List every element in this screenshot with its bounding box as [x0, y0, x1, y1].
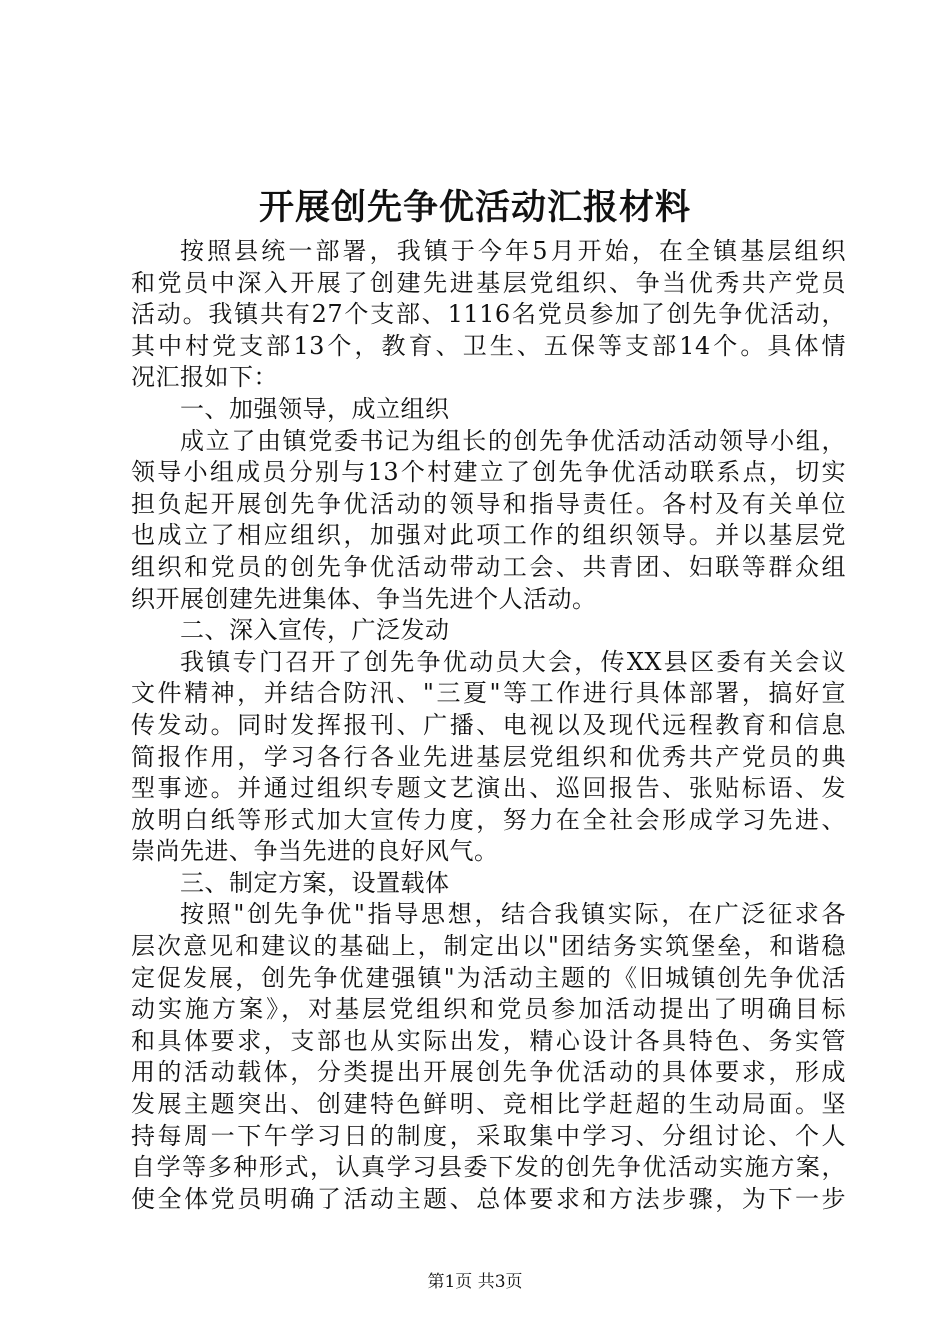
paragraph-line: 按照"创先争优"指导思想，结合我镇实际，在广泛征求各 [180, 900, 846, 929]
page-number-footer: 第1页 共3页 [427, 1272, 523, 1292]
paragraph-line: 织开展创建先进集体、争当先进个人活动。 [131, 584, 597, 613]
document-body [131, 236, 846, 1215]
paragraph-line: 放明白纸等形式加大宣传力度，努力在全社会形成学习先进、 [131, 805, 846, 834]
paragraph-line: 担负起开展创先争优活动的领导和指导责任。各村及有关单位 [131, 489, 846, 518]
paragraph-line: 传发动。同时发挥报刊、广播、电视以及现代远程教育和信息 [131, 710, 846, 739]
section-heading: 三、制定方案，设置载体 [180, 868, 450, 897]
paragraph-line: 使全体党员明确了活动主题、总体要求和方法步骤，为下一步 [131, 1184, 846, 1213]
paragraph-line: 动实施方案》，对基层党组织和党员参加活动提出了明确目标 [131, 995, 846, 1024]
paragraph-line: 也成立了相应组织，加强对此项工作的组织领导。并以基层党 [131, 521, 846, 550]
paragraph-line: 定促发展，创先争优建强镇"为活动主题的《旧城镇创先争优活 [131, 963, 846, 992]
paragraph-line: 文件精神，并结合防汛、"三夏"等工作进行具体部署，搞好宣 [131, 679, 846, 708]
paragraph-line: 崇尚先进、争当先进的良好风气。 [131, 837, 499, 866]
section-heading: 二、深入宣传，广泛发动 [180, 616, 450, 645]
paragraph-line: 层次意见和建议的基础上，制定出以"团结务实筑堡垒，和谐稳 [131, 932, 846, 961]
paragraph-line: 和党员中深入开展了创建先进基层党组织、争当优秀共产党员 [131, 268, 846, 297]
section-heading: 一、加强领导，成立组织 [180, 394, 450, 423]
paragraph-line: 简报作用，学习各行各业先进基层党组织和优秀共产党员的典 [131, 742, 846, 771]
paragraph-line: 成立了由镇党委书记为组长的创先争优活动活动领导小组， [180, 426, 846, 455]
paragraph-line: 按照县统一部署，我镇于今年5月开始，在全镇基层组织 [180, 237, 846, 265]
paragraph-line: 况汇报如下： [131, 363, 278, 392]
paragraph-line: 组织和党员的创先争优活动带动工会、共青团、妇联等群众组 [131, 552, 846, 581]
paragraph-line: 自学等多种形式，认真学习县委下发的创先争优活动实施方案， [131, 1153, 846, 1182]
paragraph-line: 其中村党支部13个，教育、卫生、五保等支部14个。具体情 [131, 331, 846, 360]
paragraph-line: 领导小组成员分别与13个村建立了创先争优活动联系点，切实 [131, 458, 846, 487]
paragraph-line: 用的活动载体，分类提出开展创先争优活动的具体要求，形成 [131, 1058, 846, 1087]
paragraph-line: 持每周一下午学习日的制度，采取集中学习、分组讨论、个人 [131, 1121, 846, 1150]
paragraph-line: 发展主题突出、创建特色鲜明、竞相比学赶超的生动局面。坚 [131, 1090, 846, 1119]
document-title: 开展创先争优活动汇报材料 [258, 187, 691, 228]
paragraph-line: 和具体要求，支部也从实际出发，精心设计各具特色、务实管 [131, 1026, 846, 1055]
paragraph-line: 我镇专门召开了创先争优动员大会，传XX县区委有关会议 [180, 647, 846, 676]
paragraph-line: 活动。我镇共有27个支部、1116名党员参加了创先争优活动， [131, 300, 846, 329]
paragraph-line: 型事迹。并通过组织专题文艺演出、巡回报告、张贴标语、发 [131, 774, 846, 803]
